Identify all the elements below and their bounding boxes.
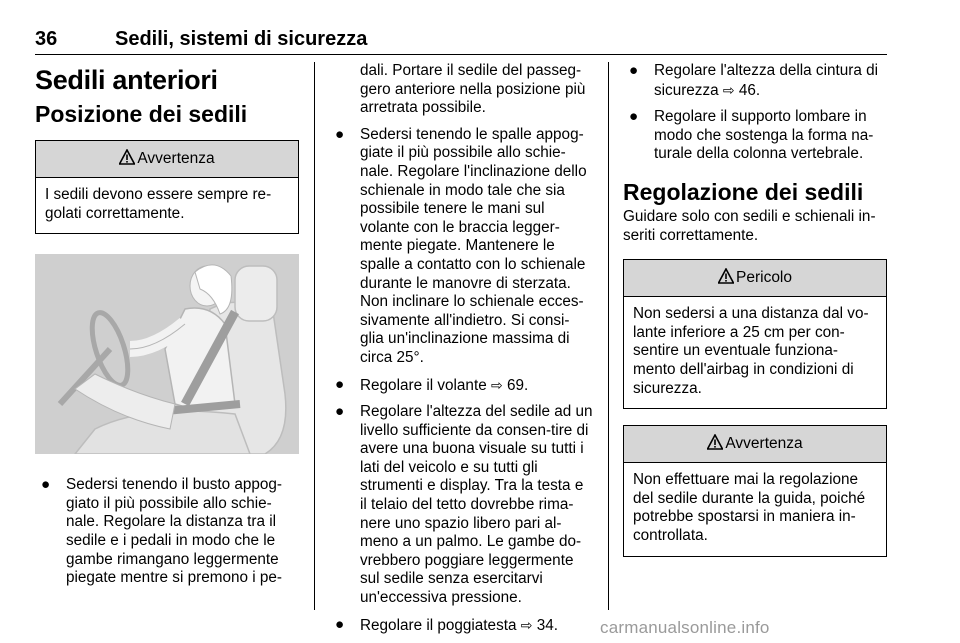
seat-position-illustration — [35, 254, 299, 454]
section-title: Sedili anteriori — [35, 65, 218, 95]
warning-triangle-icon — [119, 149, 135, 165]
list-item-text: Regolare il volante — [360, 376, 487, 394]
danger-triangle-icon — [718, 268, 734, 284]
danger-box — [623, 259, 887, 409]
warning-text: I sedili devono essere sempre re-golati correttamente. — [45, 186, 272, 222]
bullet-icon: ● — [335, 375, 345, 393]
subsection-title: Regolazione dei sedili — [623, 178, 864, 205]
continuation-text: dali. Portare il sedile del passeg-gero anteriore nella posizione più arretrata possibile. — [360, 62, 586, 117]
danger-label: Pericolo — [736, 269, 792, 287]
chapter-title: Sedili, sistemi di sicurezza — [115, 28, 368, 50]
list-item — [329, 403, 593, 608]
list-item — [35, 476, 299, 588]
page-ref-arrow-icon[interactable]: ⇨ — [722, 81, 735, 98]
danger-header — [624, 260, 886, 297]
list-item-text: Regolare l'altezza del sedile ad un livello sufficiente da consen-tire di avere una buona visuale su tutti i lati del veicolo e su tutti gli strumenti e display. Tra la testa e il telaio del tetto dovrebbe rima-nere uno spazio libero pari al-meno a un palmo. Le gambe do-vrebbero poggiare leggermente sul sedile senza esercitarvi un'eccessiva pressione. — [360, 403, 593, 607]
warning-box — [35, 140, 299, 234]
page-number: 36 — [35, 28, 58, 50]
page-ref[interactable]: 34. — [536, 616, 558, 634]
watermark-text: carmanualsonline.info — [600, 618, 770, 637]
list-item-text: Regolare l'altezza della cintura di sicurezza — [654, 62, 879, 99]
list-item — [623, 108, 887, 164]
column-3 — [623, 62, 887, 557]
warning-box — [623, 425, 887, 556]
page-ref[interactable]: 46. — [738, 81, 761, 99]
column-divider — [314, 62, 315, 610]
page-header — [35, 28, 887, 55]
list-item-text: Sedersi tenendo il busto appog-giato il più possibile allo schie-nale. Regolare la distanza tra il sedile e i pedali in modo che le gambe rimangano leggermente piegate mentre si premono i pe- — [66, 476, 283, 587]
danger-text: Non sedersi a una distanza dal vo-lante inferiore a 25 cm per con-sentire un eventuale funziona-mento dell'airbag in condizioni di sicurezza. — [633, 305, 869, 397]
bullet-icon: ● — [335, 615, 345, 633]
warning-header — [36, 141, 298, 178]
warning-text: Non effettuare mai la regolazione del sedile durante la guida, poiché potrebbe spostarsi in maniera in-controllata. — [633, 471, 866, 544]
column-2 — [329, 62, 593, 643]
page-ref-arrow-icon[interactable]: ⇨ — [490, 376, 503, 393]
warning-header — [624, 426, 886, 463]
list-item — [329, 616, 593, 636]
bullet-icon: ● — [41, 476, 51, 494]
warning-label: Avvertenza — [137, 150, 215, 167]
driver-seat-icon — [35, 254, 299, 454]
subsection-title: Posizione dei sedili — [35, 101, 248, 127]
bullet-icon: ● — [629, 62, 639, 79]
bullet-icon: ● — [629, 108, 639, 126]
column-1 — [35, 62, 299, 596]
intro-text: Guidare solo con sedili e schienali in-seriti correttamente. — [623, 207, 876, 244]
list-item-text: Regolare il supporto lombare in modo che sostenga la forma na-turale della colonna vertebrale. — [654, 108, 874, 163]
list-item — [329, 126, 593, 368]
list-item — [623, 62, 887, 100]
page-ref-arrow-icon[interactable]: ⇨ — [520, 616, 533, 633]
bullet-icon: ● — [335, 403, 345, 421]
page-ref[interactable]: 69. — [506, 376, 529, 394]
warning-triangle-icon — [707, 434, 723, 450]
bullet-icon: ● — [335, 125, 345, 143]
list-item-text: Regolare il poggiatesta — [360, 616, 517, 634]
warning-label: Avvertenza — [725, 435, 803, 453]
list-item-text: Sedersi tenendo le spalle appog-giate il più possibile allo schie-nale. Regolare l'inclinazione dello schienale in modo tale che sia possibile tenere le mani sul volante con le braccia legger-mente piegate. Mantenere le spalle a contatto con lo schienale durante le manovre di sterzata. Non inclinare lo schienale ecces-sivamente all'indietro. Si consi-glia un'inclinazione massima di circa 25°. — [360, 125, 587, 366]
column-divider — [608, 62, 609, 610]
list-item — [329, 376, 593, 396]
